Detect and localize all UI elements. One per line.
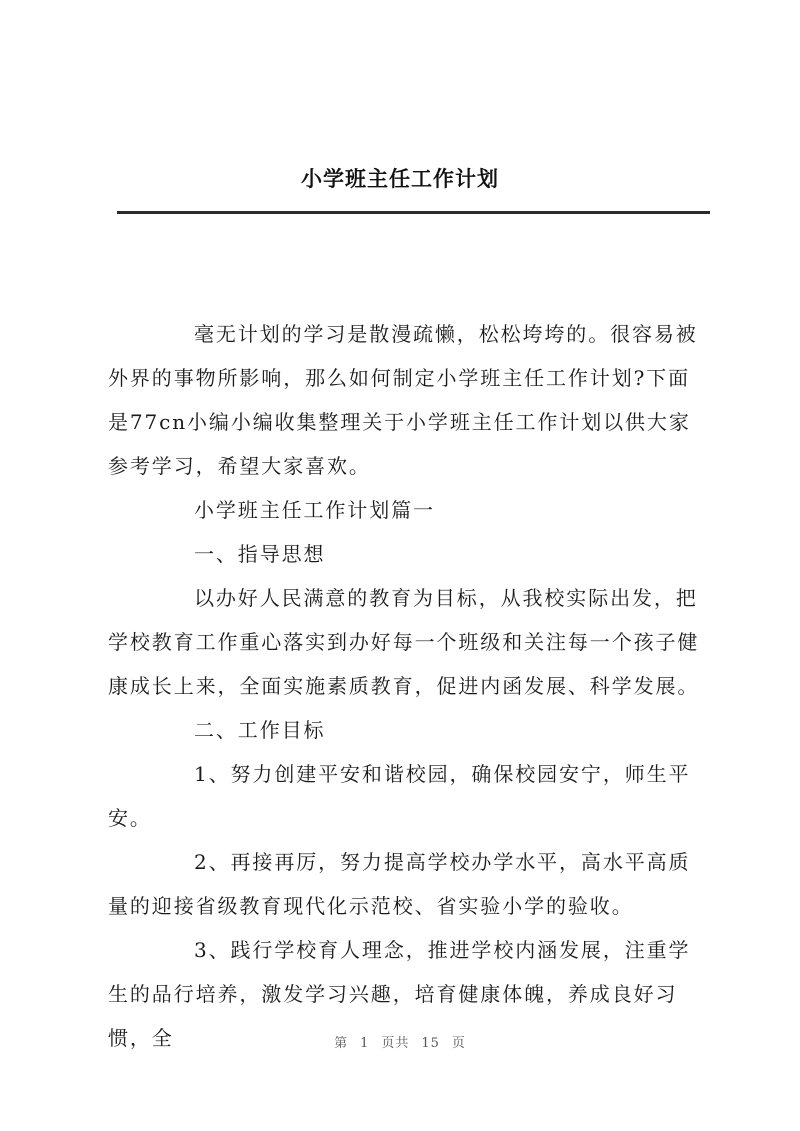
subsection-heading: 一、指导思想 — [194, 542, 326, 566]
footer-suffix: 页 — [451, 1036, 466, 1051]
section-heading: 小学班主任工作计划篇一 — [194, 498, 435, 522]
list-item: 1、努力创建平安和谐校园，确保校园安宁，师生平安。 — [108, 762, 691, 830]
document-body — [108, 312, 708, 1060]
document-title: 小学班主任工作计划 — [301, 166, 499, 191]
page-footer — [0, 1032, 800, 1051]
body-paragraph: 以办好人民满意的教育为目标，从我校实际出发，把学校教育工作重心落实到办好每一个班级和关注每一个孩子健康成长上来，全面实施素质教育，促进内函发展、科学发展。 — [108, 586, 700, 698]
footer-total-pages: 15 — [421, 1036, 440, 1051]
list-item: 3、践行学校育人理念，推进学校内涵发展，注重学生的品行培养，激发学习兴趣，培育健康体魄，养成良好习惯，全 — [108, 938, 691, 1050]
title-divider — [117, 211, 710, 214]
list-item: 2、再接再厉，努力提高学校办学水平，高水平高质量的迎接省级教育现代化示范校、省实验小学的验收。 — [108, 850, 691, 918]
footer-middle: 页共 — [381, 1036, 410, 1051]
intro-paragraph: 毫无计划的学习是散漫疏懒，松松垮垮的。很容易被外界的事物所影响，那么如何制定小学班主任工作计划?下面是77cn小编小编收集整理关于小学班主任工作计划以供大家参考学习，希望大家喜欢。 — [108, 322, 698, 478]
footer-current-page: 1 — [360, 1036, 370, 1051]
footer-prefix: 第 — [334, 1036, 349, 1051]
subsection-heading: 二、工作目标 — [194, 718, 326, 742]
